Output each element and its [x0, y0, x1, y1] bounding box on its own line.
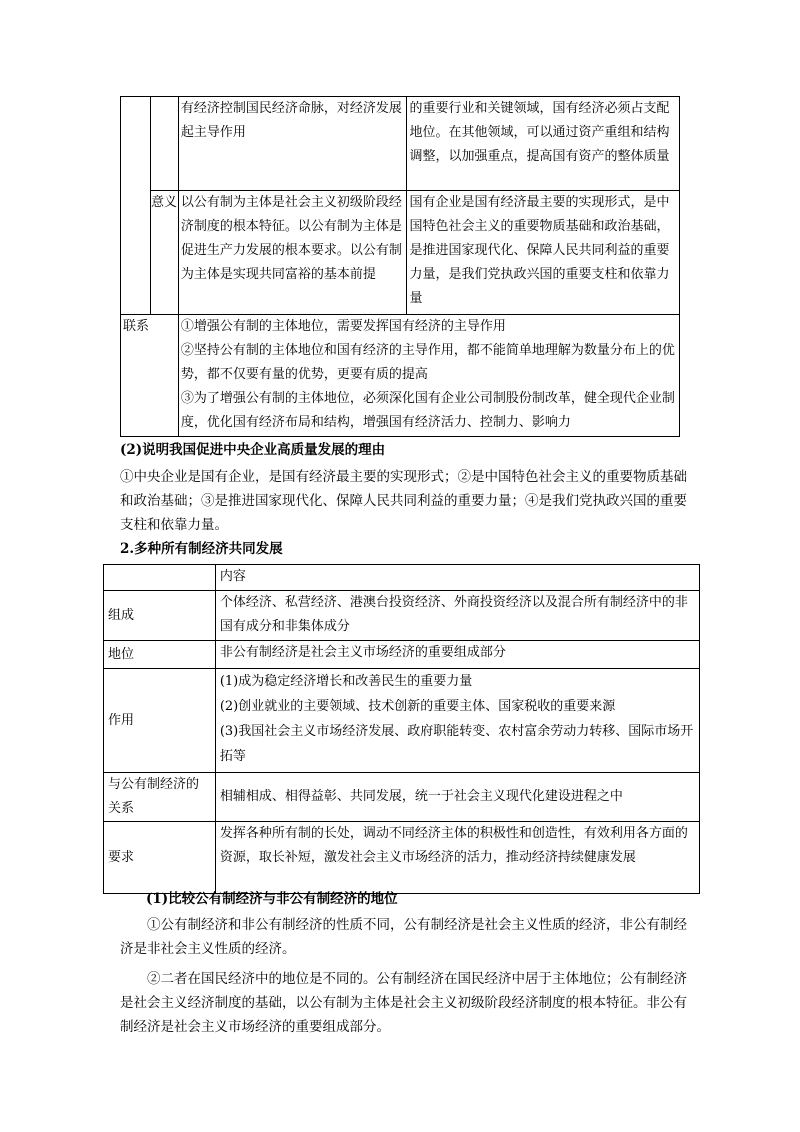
empty-cell	[150, 97, 178, 191]
header-cell	[104, 565, 216, 591]
row-label: 联系	[121, 315, 179, 437]
list-item: (3)我国社会主义市场经济发展、政府职能转变、农村富余劳动力转移、国际市场开拓等	[219, 724, 694, 764]
section-heading: 2.多种所有制经济共同发展	[120, 541, 283, 557]
merged-cell	[121, 97, 151, 315]
table-row	[104, 669, 700, 773]
row-label: 地位	[104, 641, 216, 669]
header-cell: 内容	[215, 565, 699, 591]
table-row	[104, 641, 700, 669]
paragraph: ②二者在国民经济中的地位是不同的。公有制经济在国民经济中居于主体地位；公有制经济是社会主义经济制度的基础，以公有制为主体是社会主义初级阶段经济制度的根本特征。非公有制经济是社会主义市场经济的重要组成部分。	[120, 971, 687, 1035]
table-cell: 国有企业是国有经济最主要的实现形式，是中国特色社会主义的重要物质基础和政治基础，是推进国家现代化、保障人民共同利益的重要力量，是我们党执政兴国的重要支柱和依靠力量	[407, 191, 680, 315]
table-header-row	[104, 565, 700, 591]
list-item: (1)成为稳定经济增长和改善民生的重要力量	[219, 674, 473, 689]
table-cell: 个体经济、私营经济、港澳台投资经济、外商投资经济以及混合所有制经济中的非国有成分和非集体成分	[215, 591, 699, 641]
row-label: 意义	[150, 191, 178, 315]
table-cell: 以公有制为主体是社会主义初级阶段经济制度的根本特征。以公有制为主体是促进生产力发展的根本要求。以公有制为主体是实现共同富裕的基本前提	[178, 191, 407, 315]
section-heading: (2)说明我国促进中央企业高质量发展的理由	[120, 442, 386, 458]
table-row	[104, 591, 700, 641]
public-ownership-table	[120, 96, 680, 437]
table-cell	[215, 669, 699, 773]
paragraph: ①公有制经济和非公有制经济的性质不同，公有制经济是社会主义性质的经济，非公有制经济是非社会主义性质的经济。	[120, 917, 687, 957]
table-cell	[178, 315, 679, 437]
table-row	[121, 315, 680, 437]
table-row	[121, 97, 680, 191]
list-item: ①增强公有制的主体地位，需要发挥国有经济的主导作用	[180, 319, 506, 334]
table-cell: 的重要行业和关键领域，国有经济必须占支配地位。在其他领域，可以通过资产重组和结构调整，以加强重点，提高国有资产的整体质量	[407, 97, 680, 191]
table-row	[121, 191, 680, 315]
row-label: 作用	[104, 669, 216, 773]
table-cell: 有经济控制国民经济命脉，对经济发展起主导作用	[178, 97, 407, 191]
list-item: ③为了增强公有制的主体地位，必须深化国有企业公司制股份制改革，健全现代企业制度，优化国有经济布局和结构，增强国有经济活力、控制力、影响力	[180, 391, 675, 430]
table-row	[104, 822, 700, 894]
row-label: 要求	[104, 822, 216, 894]
table-row	[104, 773, 700, 822]
non-public-ownership-table	[103, 564, 700, 894]
row-label: 与公有制经济的关系	[104, 773, 216, 822]
section-heading: (1)比较公有制经济与非公有制经济的地位	[146, 891, 398, 907]
table-cell: 发挥各种所有制的长处，调动不同经济主体的积极性和创造性，有效利用各方面的资源，取长补短，激发社会主义市场经济的活力，推动经济持续健康发展	[215, 822, 699, 894]
list-item: ②坚持公有制的主体地位和国有经济的主导作用，都不能简单地理解为数量分布上的优势，都不仅要有量的优势，更要有质的提高	[180, 343, 675, 382]
table-cell: 非公有制经济是社会主义市场经济的重要组成部分	[215, 641, 699, 669]
table-cell: 相辅相成、相得益彰、共同发展，统一于社会主义现代化建设进程之中	[215, 773, 699, 822]
list-item: (2)创业就业的主要领域、技术创新的重要主体、国家税收的重要来源	[219, 699, 616, 714]
paragraph: ①中央企业是国有企业，是国有经济最主要的实现形式；②是中国特色社会主义的重要物质基础和政治基础；③是推进国家现代化、保障人民共同利益的重要力量；④是我们党执政兴国的重要支柱和依靠力量。	[120, 469, 687, 533]
row-label: 组成	[104, 591, 216, 641]
